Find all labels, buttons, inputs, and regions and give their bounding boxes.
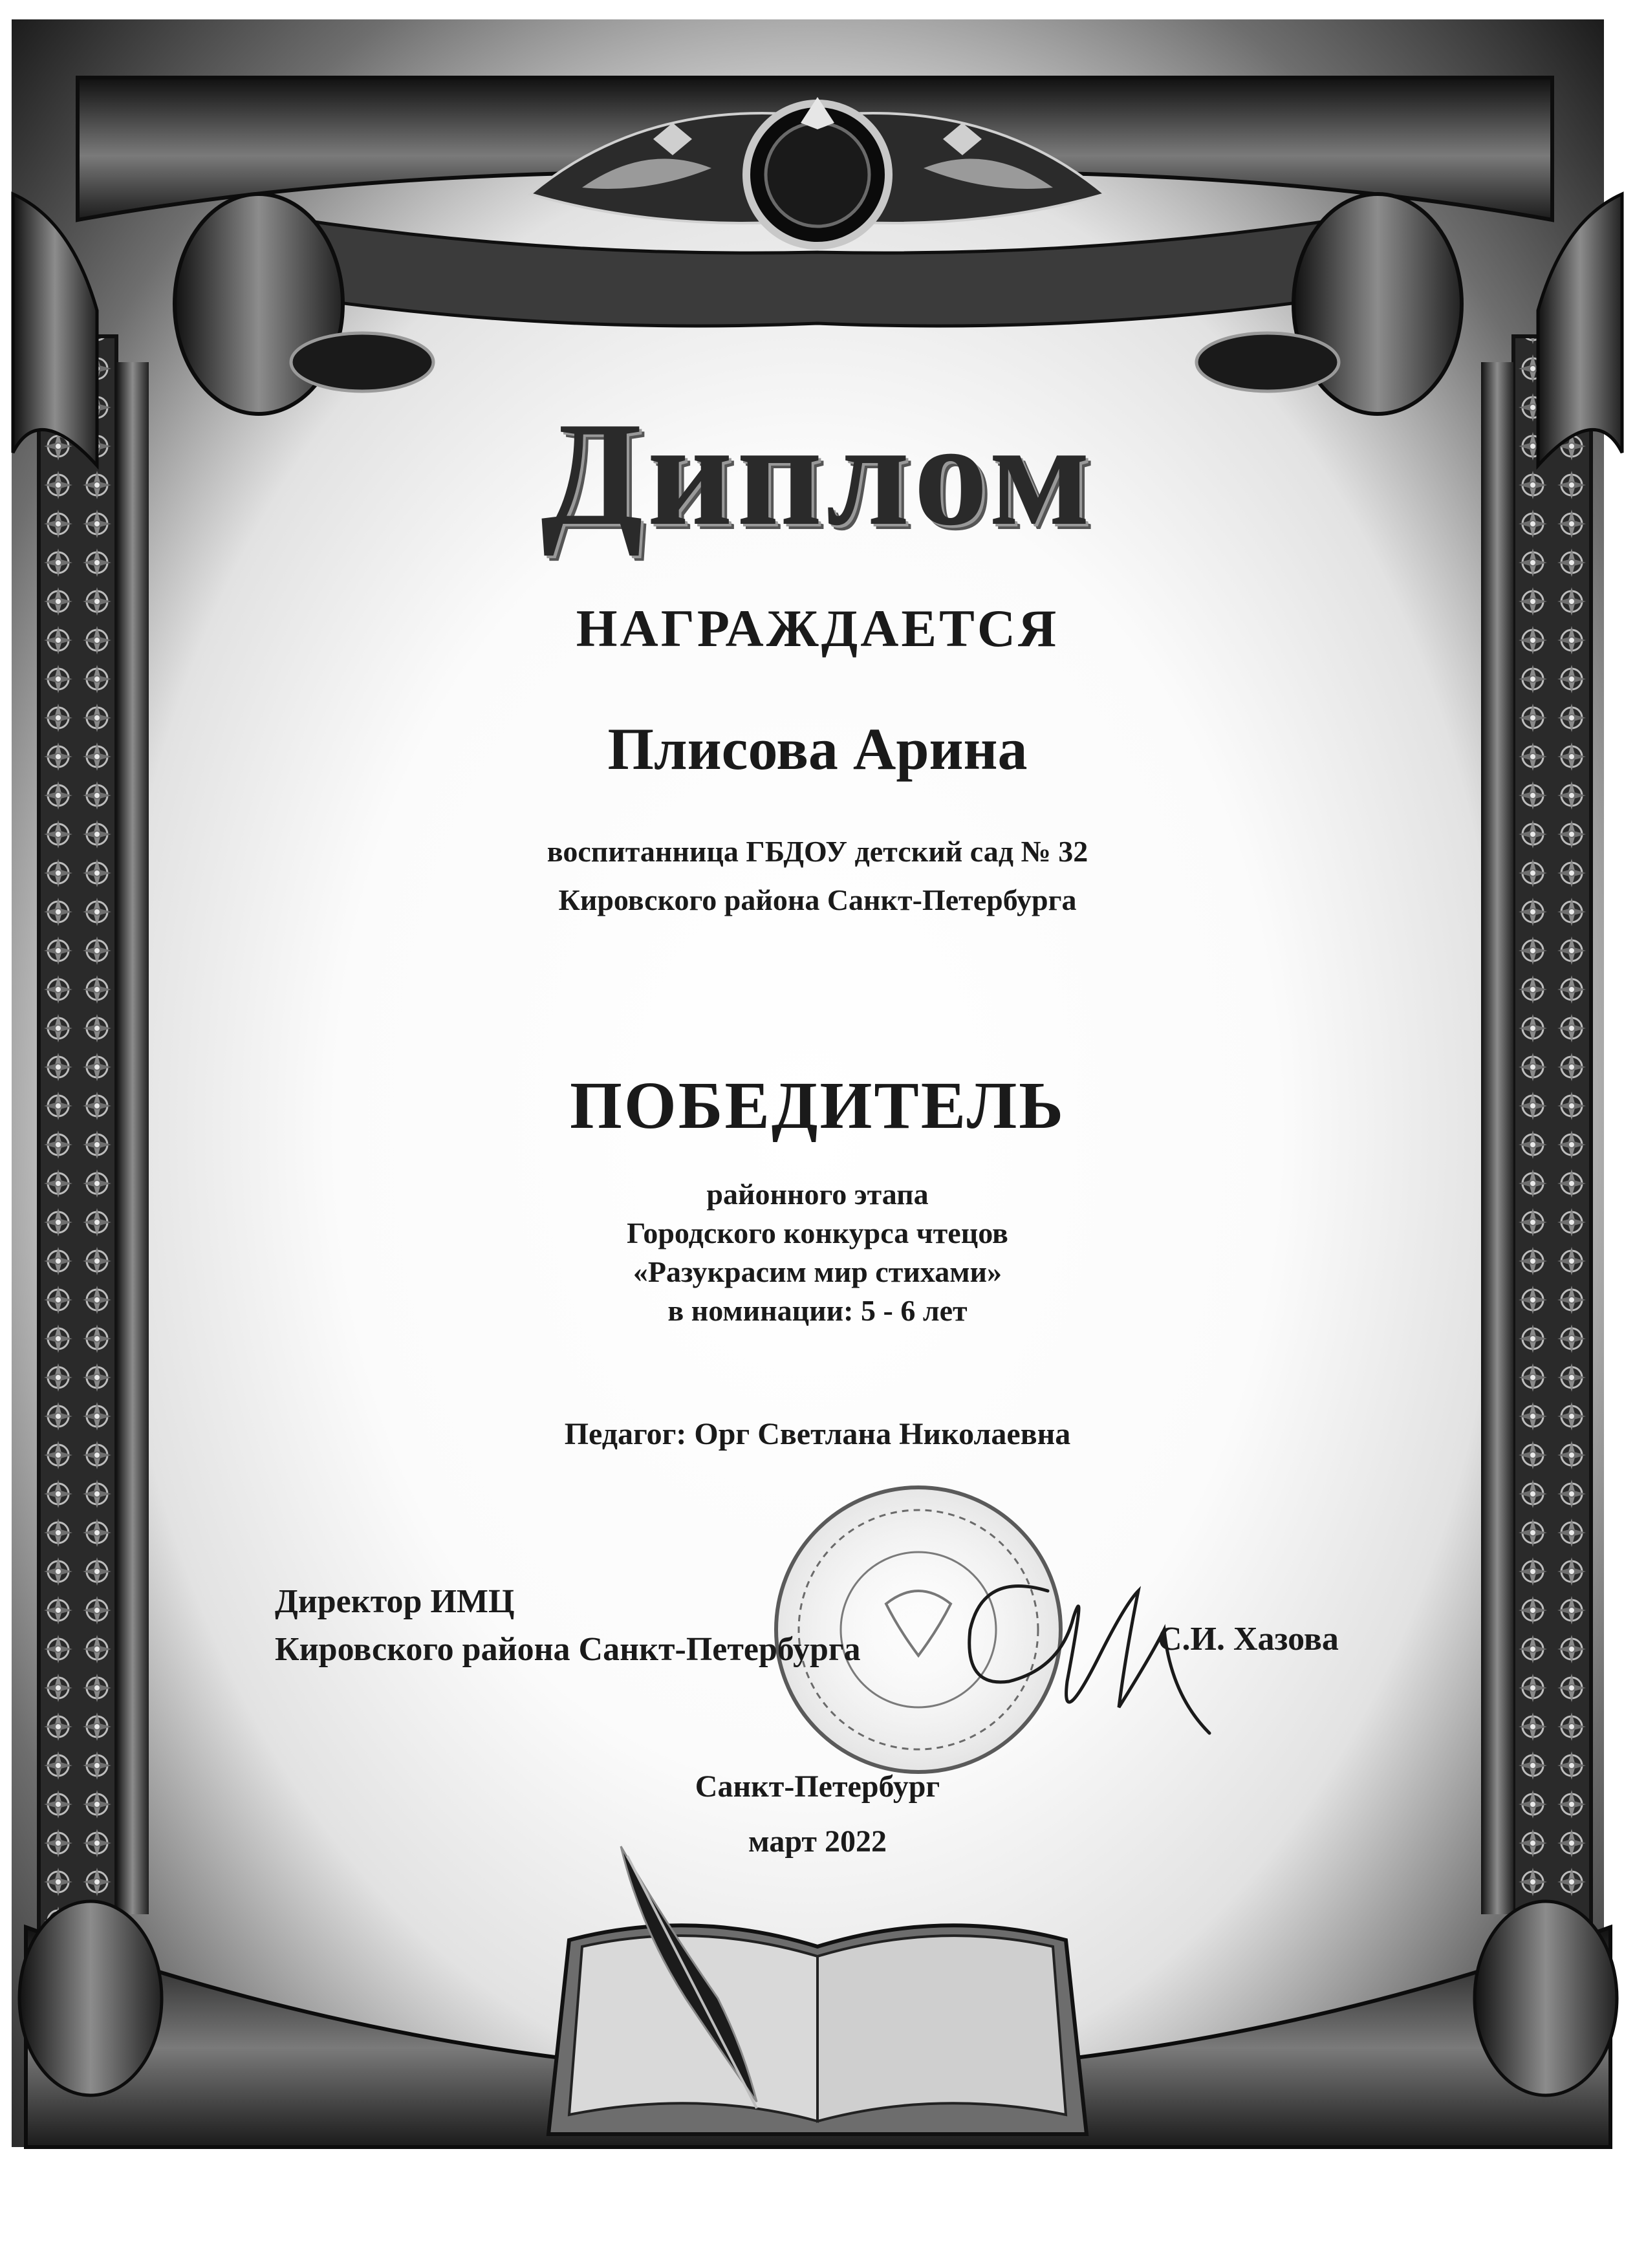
stage-line-1: районного этапа [706,1178,929,1211]
top-left-roll-end [291,333,433,391]
signatory-title-line-2: Кировского района Санкт-Петербурга [275,1631,861,1668]
signatory-name: С.И. Хазова [1158,1621,1339,1658]
bottom-right-roll [1475,1901,1617,2095]
stage-line-4: в номинации: 5 - 6 лет [667,1294,968,1327]
stage-line-3: «Разукрасим мир стихами» [633,1255,1002,1288]
signatory-title-line-1: Директор ИМЦ [275,1583,515,1620]
awarded-heading: НАГРАЖДАЕТСЯ [576,599,1059,658]
bottom-left-roll [19,1901,162,2095]
stage-line-2: Городского конкурса чтецов [627,1216,1008,1249]
institution-line-2: Кировского района Санкт-Петербурга [558,883,1077,916]
teacher-line: Педагог: Орг Светлана Николаевна [564,1417,1071,1451]
recipient-name: Плисова Арина [607,716,1028,782]
winner-status: ПОБЕДИТЕЛЬ [570,1068,1065,1143]
issue-city: Санкт-Петербург [695,1769,940,1804]
top-right-roll-end [1196,333,1339,391]
institution-line-1: воспитанница ГБДОУ детский сад № 32 [547,835,1088,868]
signatory-title [275,1578,860,1674]
issue-date: март 2022 [748,1824,887,1859]
open-book-icon [548,1925,1087,2134]
diploma-title: Диплом [541,391,1094,556]
